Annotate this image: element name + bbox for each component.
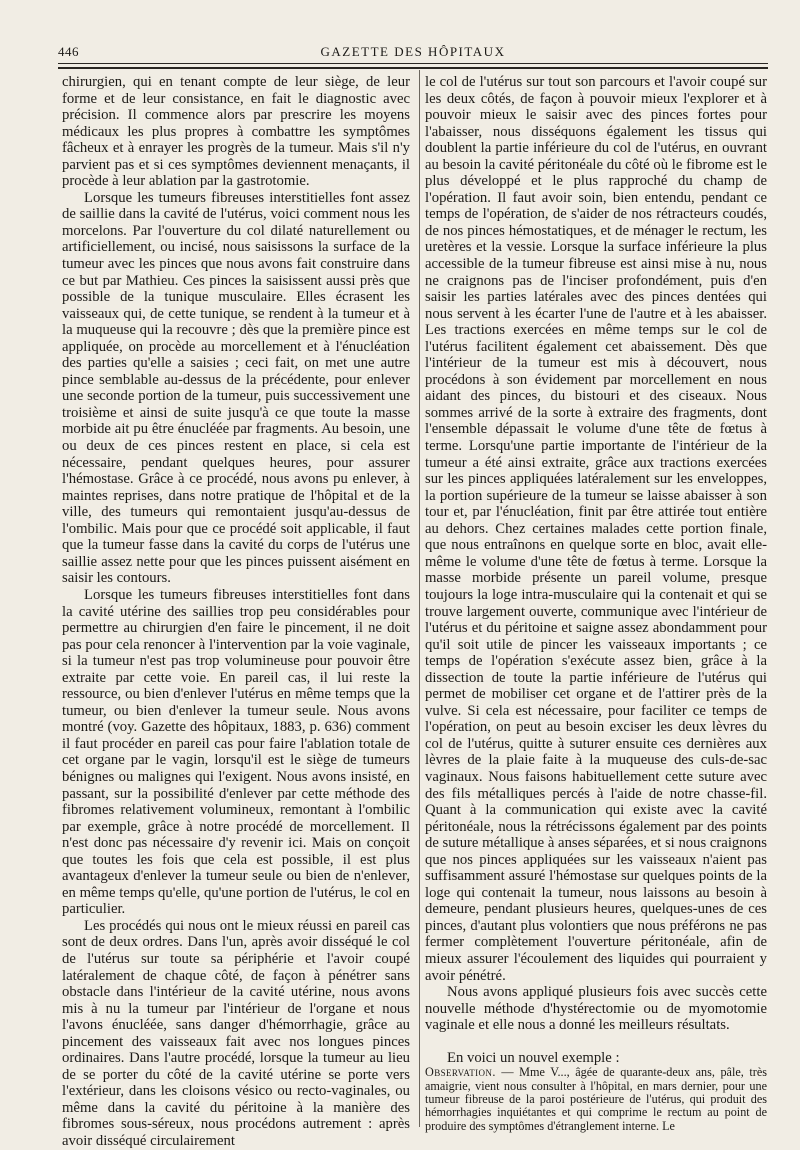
page-header [58,44,768,62]
right-column [425,74,767,1133]
left-column [62,74,410,1150]
page-number: 446 [58,44,79,59]
journal-title: GAZETTE DES HÔPITAUX [320,44,506,59]
header-rule-thick [58,67,768,69]
intro-line: En voici un nouvel exemple : [447,1049,620,1066]
paragraph: Lorsque les tumeurs fibreuses interstitielles font assez de saillie dans la cavité de l'utérus, voici comment nous les morcelons. Par l'ouverture du col dilaté naturellement ou artificiellement, ou incisé, nous saisissons la surface de la tumeur avec les pinces que nous avons fait construire dans ce but par Mathieu. Ces pinces la saisissent aussi près que possible de la tunique musculaire. Elles écrasent les vaisseaux qui, de cette tunique, se rendent à la tumeur et à la muqueuse qui la recouvre ; dès que la première pince est appliquée, on procède au morcellement et à l'énucléation des parties qu'elle a saisies ; ceci fait, on met une autre pince semblable au-dessus de la précédente, pour enlever une seconde portion de la tumeur, puis successivement une troisième et ainsi de suite jusqu'à ce que toute la masse morbide ait pu être énucléée par fragments. Au besoin, une ou deux de ces pinces restent en place, si cela est nécessaire, pendant quelques heures, pour assurer l'hémostase. Grâce à ce procédé, nous avons pu enlever, à maintes reprises, dans notre pratique de l'hôpital et de la ville, des tumeurs qui remontaient jusqu'au-dessus de l'ombilic. Mais pour que ce procédé soit applicable, il faut que la tumeur fasse dans la cavité du corps de l'utérus une saillie assez nette pour que les pinces puissent aisément en saisir les contours. [62,189,410,587]
observation-label: Observation. [425,1065,496,1080]
paragraph: Lorsque les tumeurs fibreuses interstitielles font dans la cavité utérine des saillies trop peu considérables pour permettre au chirurgien d'en faire le pincement, il ne doit pas pour cela renoncer à l'intervention par la voie vaginale, si la tumeur n'est pas trop volumineuse pour pouvoir être extraite par cette voie. En pareil cas, il lui reste la ressource, ou bien d'enlever l'utérus en même temps que la tumeur, ou bien d'enlever la tumeur seule. Nous avons montré (voy. Gazette des hôpitaux, 1883, p. 636) comment il faut procéder en pareil cas pour faire l'ablation totale de cet organe par le vagin, lorsqu'il est le siège de tumeurs bénignes ou malignes qui l'exigent. Nous avons insisté, en passant, sur la possibilité d'enlever par cette méthode des fibromes relativement volumineux, remontant à l'ombilic par exemple, grâce à notre procédé de morcellement. Il n'est donc pas nécessaire d'y revenir ici. Mais on conçoit que toutes les fois que cela est possible, il est plus avantageux d'enlever la tumeur seule ou bien de n'enlever, en même temps qu'elle, qu'une portion de l'utérus, le col en particulier. [62,586,410,918]
paragraph: le col de l'utérus sur tout son parcours et l'avoir coupé sur les deux côtés, de façon à pouvoir mieux l'explorer et à pouvoir mieux le saisir avec des pinces fortes pour l'abaisser, nous disséquons également les tissus qui doublent la partie inférieure du col de l'utérus, en ouvrant au besoin la cavité péritonéale du côté où le fibrome est le plus développé et le plus rapproché du champ de l'opération. Il faut avoir soin, bien entendu, pendant ce temps de l'opération, de s'aider de nos rétracteurs coudés, de nos pinces hémostatiques, et de ménager le rectum, les uretères et la vessie. Lorsque la surface inférieure la plus accessible de la tumeur fibreuse est ainsi mise à nu, nous ne craignons pas de l'inciser profondément, puis d'en saisir les parties latérales avec des pinces dentées qui nous servent à les écarter l'une de l'autre et à les abaisser. Les tractions exercées en même temps sur le col de l'utérus facilitent également cet abaissement. Dès que l'intérieur de la tumeur est mis à découvert, nous procédons à son évidement par morcellement en nous aidant des pinces, du bistouri et des ciseaux. Nous sommes arrivé de la sorte à extraire des fragments, dont l'ensemble dépassait le volume d'une tête de fœtus à terme. Lorsqu'une partie importante de l'intérieur de la tumeur a été ainsi extraite, grâce aux tractions exercées sur les pinces appliquées latéralement sur les enveloppes, la portion supérieure de la tumeur se laisse abaisser à son tour et, par l'énucléation, finit par être attirée tout entière au dehors. Chez certaines malades cette portion finale, que nous entraînons en quelque sorte en bloc, avait elle-même le volume d'une tête de fœtus à terme. Lorsque la masse morbide présente un pareil volume, presque toujours la loge intra-musculaire qui la contenait et qui se trouve largement ouverte, communique avec l'intérieur de l'utérus et du péritoine et saigne assez abondamment pour qu'il soit utile de pincer les vaisseaux importants ; ce temps de l'opération s'exécute assez bien, grâce à la dissection de toute la partie inférieure de l'utérus qui permet de mobiliser cet organe et de l'attirer près de la vulve. Si cela est nécessaire, pour faciliter ce temps de l'opération, on peut au besoin exciser les deux lèvres du col de l'utérus, quitte à suturer ensuite ces dernières aux lèvres de la plaie faite à la muqueuse des culs-de-sac vaginaux. Nous faisons habituellement cette suture avec des fils métalliques percés à l'aide de notre chasse-fil. Quant à la communication qui existe avec la cavité péritonéale, nous la rétrécissons également par des points de suture métallique à anses séparées, et si nous craignons que nos pinces appliquées sur les vaisseaux n'aient pas suffisamment assuré l'hémostase sur quelques points de la loge qui contenait la tumeur, nous laissons au besoin à demeure, pendant plusieurs heures, quelques-unes de ces pinces, d'autant plus volontiers que nous préférons ne pas fermer complètement l'ouverture péritonéale, afin de mieux assurer l'écoulement des liquides qui pourraient y avoir pénétré. [425,74,767,984]
paragraph-gap [425,1034,767,1050]
column-divider [419,70,420,1127]
paragraph: Les procédés qui nous ont le mieux réussi en pareil cas sont de deux ordres. Dans l'un, après avoir disséqué le col de l'utérus sur toute sa périphérie et l'avoir coupé latéralement de chaque côté, de façon à pénétrer sans obstacle dans l'intérieur de la cavité utérine, nous avons mis à nu la tumeur par l'intérieur de l'organe et nous l'avons énucléée, sans danger d'hémorrhagie, grâce au pincement des vaisseaux fait avec nos longues pinces ordinaires. Dans l'autre procédé, lorsque la tumeur au lieu de se porter du côté de la cavité utérine se porte vers l'extérieur, dans les cloisons vésico ou recto-vaginales, ou même dans la cavité du péritoine à la manière des fibromes sous-séreux, nous procédons autrement : après avoir disséqué circulairement [62,917,410,1149]
paragraph: chirurgien, qui en tenant compte de leur siège, de leur forme et de leur consistance, en fait le diagnostic avec précision. Il commence alors par prescrire les moyens médicaux les plus propres à combattre les symptômes fâcheux et à enrayer les progrès de la tumeur. Mais s'il n'y parvient pas et si ces symptômes deviennent menaçants, il procède à leur ablation par la gastrotomie. [62,74,410,190]
observation-text: — Mme V..., âgée de quarante-deux ans, pâle, très amaigrie, vient nous consulter à l'hôpital, en mars dernier, pour une tumeur fibreuse de la paroi postérieure de l'utérus, qui produit des hémorrhagies inquiétantes et qui comprime le rectum au point de produire des symptômes d'étranglement interne. Le [425,1065,767,1133]
header-rule-thin [58,63,768,64]
paragraph: Nous avons appliqué plusieurs fois avec succès cette nouvelle méthode d'hystérectomie ou de myomotomie vaginale et elle nous a donné les meilleurs résultats. [425,984,767,1034]
observation-paragraph [425,1066,767,1133]
